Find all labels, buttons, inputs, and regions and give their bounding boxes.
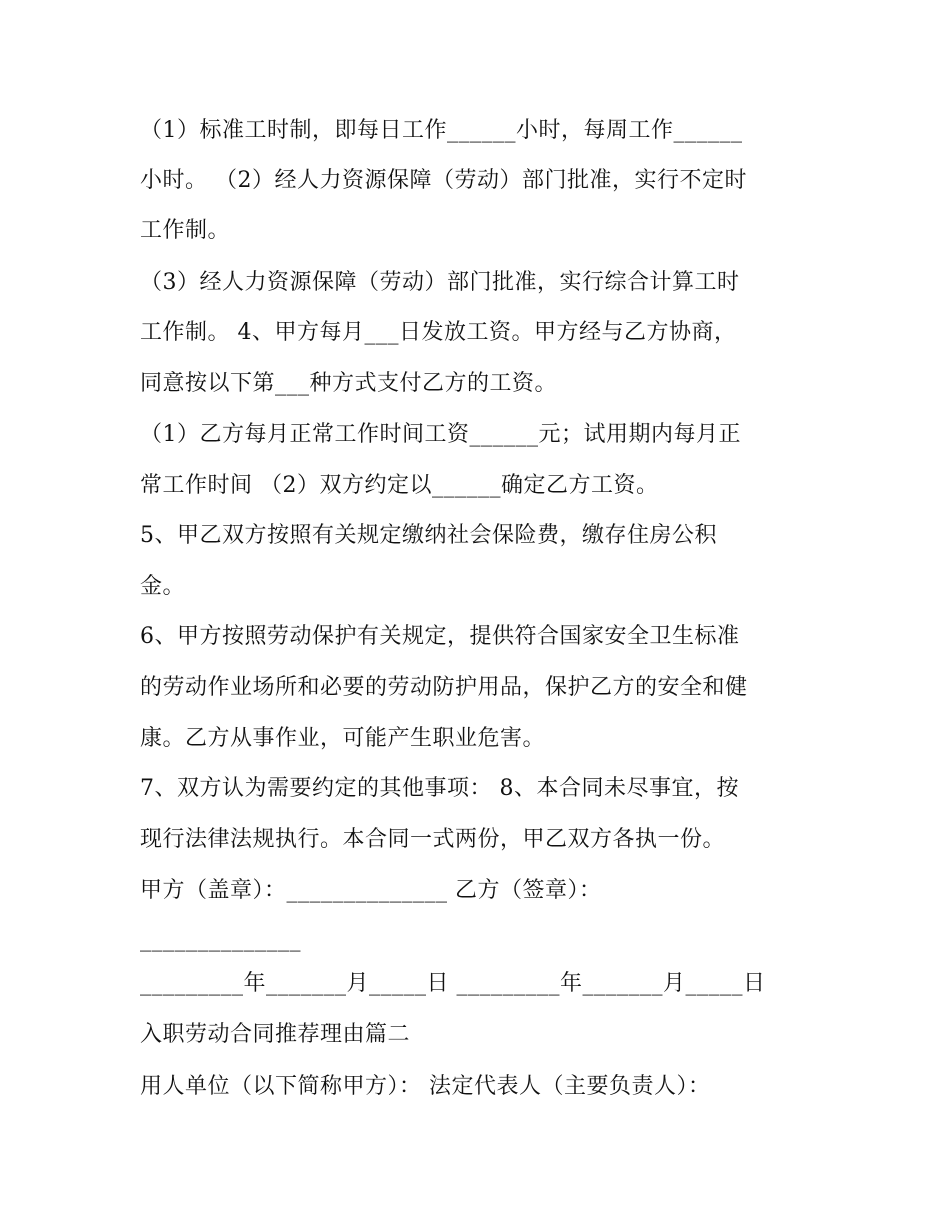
text-line: 6、甲方按照劳动保护有关规定，提供符合国家安全卫生标准 xyxy=(140,624,740,649)
text-line: （1）标准工时制，即每日工作______小时，每周工作______ xyxy=(140,118,743,143)
text-line: 用人单位（以下简称甲方）： 法定代表人（主要负责人）： xyxy=(140,1074,711,1099)
text-line: 康。乙方从事作业，可能产生职业危害。 xyxy=(140,726,546,751)
text-line: 小时。 （2）经人力资源保障（劳动）部门批准，实行不定时 xyxy=(140,168,747,193)
text-line: （3）经人力资源保障（劳动）部门批准，实行综合计算工时 xyxy=(140,270,740,295)
text-line: 金。 xyxy=(140,574,186,599)
text-line: 5、甲乙双方按照有关规定缴纳社会保险费，缴存住房公积 xyxy=(140,523,717,548)
text-line: 甲方（盖章）：______________ 乙方（签章）： xyxy=(140,878,602,903)
text-line: 常工作时间 （2）双方约定以______确定乙方工资。 xyxy=(140,473,659,498)
text-line: 工作制。 4、甲方每月___日发放工资。甲方经与乙方协商， xyxy=(140,320,737,345)
text-line: 的劳动作业场所和必要的劳动防护用品，保护乙方的安全和健 xyxy=(140,675,748,700)
text-line: 工作制。 xyxy=(140,218,231,243)
text-line: 同意按以下第___种方式支付乙方的工资。 xyxy=(140,371,558,396)
text-line: 现行法律法规执行。本合同一式两份，甲乙双方各执一份。 xyxy=(140,827,726,852)
text-line: （1）乙方每月正常工作时间工资______元；试用期内每月正 xyxy=(140,422,741,447)
text-line: 7、双方认为需要约定的其他事项： 8、本合同未尽事宜，按 xyxy=(140,776,739,801)
section-heading: 入职劳动合同推荐理由篇二 xyxy=(140,1022,411,1047)
text-line: _________年_______月_____日 _________年_______月_____日 xyxy=(140,971,766,996)
text-line: ______________ xyxy=(140,927,301,952)
